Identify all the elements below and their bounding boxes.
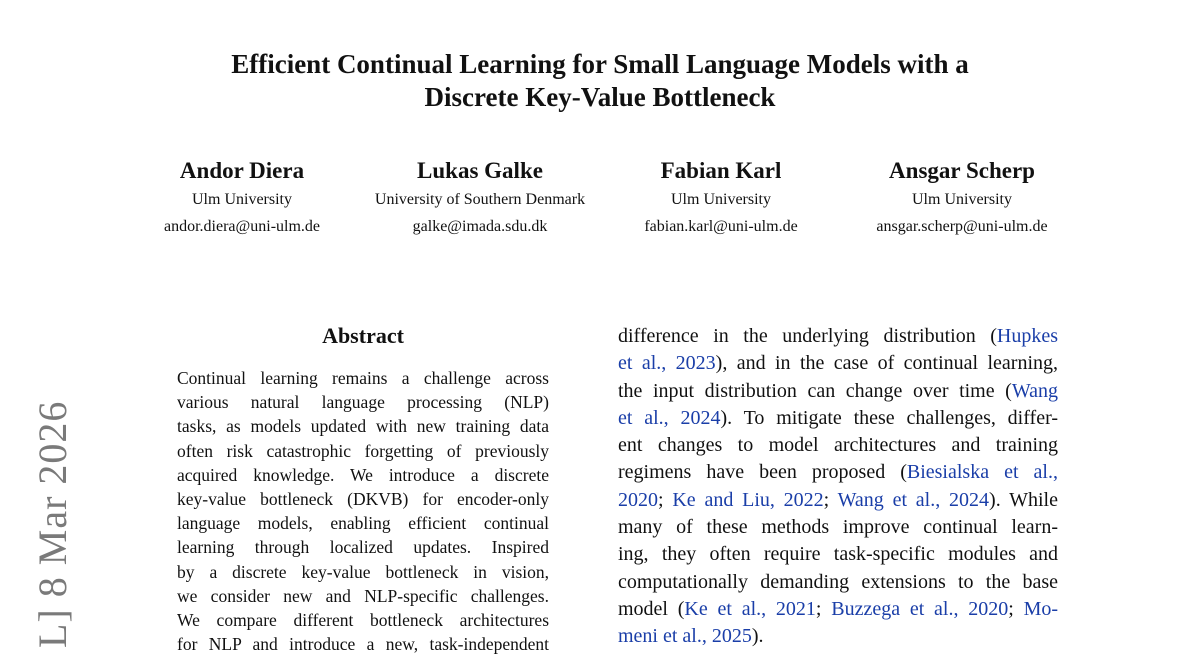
body-line bbox=[618, 350, 1058, 377]
abstract-line: by a discrete key-value bottleneck in vision, bbox=[177, 561, 549, 582]
citation-link[interactable]: Buzzega et al., 2020 bbox=[831, 597, 1009, 620]
body-line bbox=[618, 487, 1058, 514]
author-email: andor.diera@uni-ulm.de bbox=[163, 218, 321, 235]
title-line-2: Discrete Key-Value Bottleneck bbox=[424, 82, 776, 112]
body-text: regimens have been proposed ( bbox=[618, 461, 907, 484]
body-line bbox=[618, 623, 1058, 650]
body-text: ; bbox=[823, 488, 838, 511]
body-line bbox=[618, 405, 1058, 432]
body-line: computationally demanding extensions to the base bbox=[618, 570, 1058, 593]
body-text: ). To mitigate these challenges, differ- bbox=[720, 406, 1058, 429]
citation-link[interactable]: Biesialska et al., bbox=[906, 461, 1058, 484]
author-affiliation: Ulm University bbox=[192, 191, 292, 208]
body-text: ). bbox=[751, 625, 764, 648]
abstract-line: learning through localized updates. Inspired bbox=[177, 537, 549, 558]
abstract-heading: Abstract bbox=[322, 323, 404, 348]
abstract-line: Continual learning remains a challenge across bbox=[177, 368, 549, 388]
author-name: Lukas Galke bbox=[417, 158, 543, 183]
abstract-body bbox=[177, 366, 549, 656]
author-block bbox=[0, 156, 1200, 246]
abstract-line: We compare different bottleneck architectures bbox=[177, 610, 549, 631]
body-text: difference in the underlying distribution ( bbox=[618, 325, 997, 347]
citation-link[interactable]: Wang et al., 2024 bbox=[837, 488, 990, 511]
body-text: ). While bbox=[989, 488, 1058, 511]
author-email: ansgar.scherp@uni-ulm.de bbox=[876, 218, 1048, 235]
citation-link[interactable]: Ke et al., 2021 bbox=[684, 597, 816, 620]
paper-title bbox=[0, 48, 1200, 114]
abstract-line: acquired knowledge. We introduce a discrete bbox=[177, 464, 549, 485]
citation-link[interactable]: et al., 2023 bbox=[618, 352, 716, 375]
abstract-line: often risk catastrophic forgetting of previously bbox=[177, 440, 549, 461]
abstract-line: various natural language processing (NLP) bbox=[177, 392, 549, 413]
abstract-line: tasks, as models updated with new training data bbox=[177, 416, 549, 437]
body-line: ent changes to model architectures and training bbox=[618, 434, 1058, 457]
abstract-line: for NLP and introduce a new, task-independent bbox=[177, 634, 549, 655]
citation-link[interactable]: 2020 bbox=[618, 488, 658, 511]
body-text: ; bbox=[1008, 597, 1024, 620]
author-ansgar-scherp bbox=[812, 156, 1112, 240]
author-name: Andor Diera bbox=[179, 158, 305, 183]
author-affiliation: Ulm University bbox=[912, 191, 1012, 208]
author-affiliation: University of Southern Denmark bbox=[374, 191, 586, 208]
body-text: ; bbox=[658, 488, 673, 511]
citation-link[interactable]: Ke and Liu, 2022 bbox=[672, 488, 824, 511]
title-line-1: Efficient Continual Learning for Small Language Models with a bbox=[231, 49, 969, 79]
body-text: ; bbox=[815, 597, 832, 620]
body-line bbox=[618, 378, 1058, 405]
arxiv-side-stamp: L] 8 Mar 2026 bbox=[30, 400, 75, 648]
body-line bbox=[618, 459, 1058, 486]
body-line: ing, they often require task-specific modules and bbox=[618, 543, 1058, 566]
body-line bbox=[618, 596, 1058, 623]
author-email: galke@imada.sdu.dk bbox=[412, 218, 548, 235]
citation-link[interactable]: et al., 2024 bbox=[618, 406, 721, 429]
abstract-line: we consider new and NLP-specific challenges. bbox=[177, 585, 549, 606]
citation-link[interactable]: Mo- bbox=[1023, 597, 1058, 620]
citation-link[interactable]: meni et al., 2025 bbox=[618, 625, 752, 648]
author-name: Fabian Karl bbox=[660, 158, 782, 183]
body-text: model ( bbox=[618, 597, 685, 620]
abstract-line: key-value bottleneck (DKVB) for encoder-only bbox=[177, 489, 549, 510]
body-line: many of these methods improve continual learn- bbox=[618, 516, 1058, 539]
abstract-line: language models, enabling efficient continual bbox=[177, 513, 549, 534]
body-text: the input distribution can change over time ( bbox=[618, 379, 1012, 402]
author-name: Ansgar Scherp bbox=[889, 158, 1035, 183]
body-line bbox=[618, 323, 1058, 350]
author-email: fabian.karl@uni-ulm.de bbox=[644, 218, 798, 235]
intro-column bbox=[618, 323, 1058, 651]
author-affiliation: Ulm University bbox=[671, 191, 771, 208]
body-text: ), and in the case of continual learning, bbox=[715, 352, 1058, 375]
citation-link[interactable]: Wang bbox=[1011, 379, 1058, 402]
citation-link[interactable]: Hupkes bbox=[996, 325, 1058, 347]
